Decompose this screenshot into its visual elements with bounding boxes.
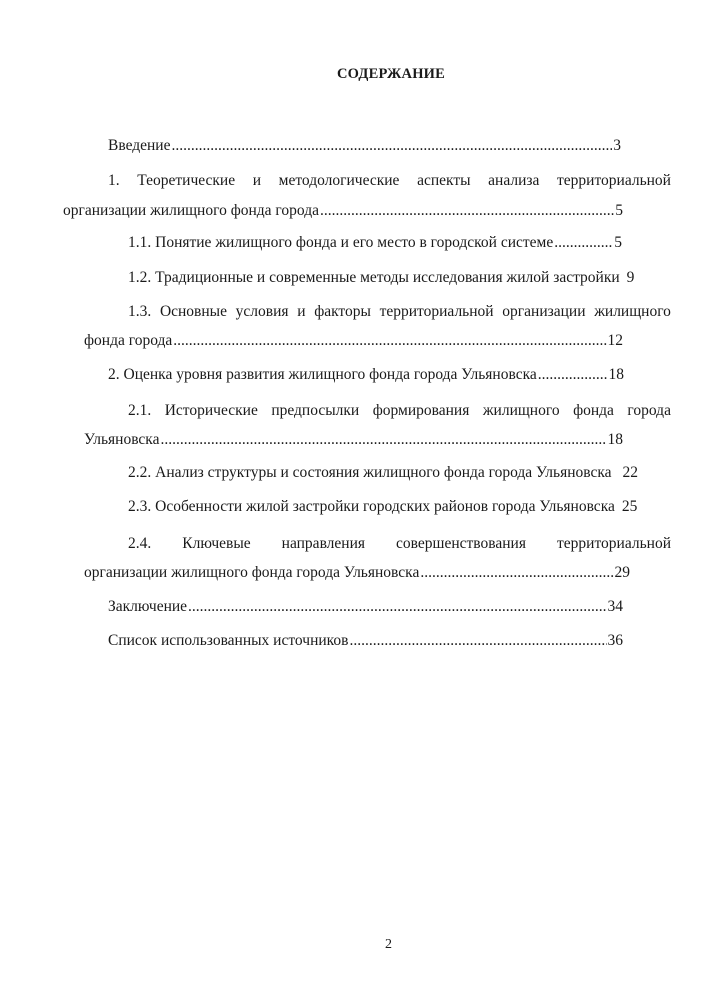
toc-entry-page: 18 (608, 366, 624, 383)
word: формирования (372, 402, 470, 419)
toc-entry-text: организации жилищного фонда города Ульяновска (84, 564, 420, 581)
toc-entry-text: 2. Оценка уровня развития жилищного фонда города Ульяновска (108, 366, 537, 383)
dot-leader (349, 630, 606, 652)
toc-entry-introduction (108, 135, 621, 157)
word: 1. (108, 172, 120, 189)
toc-entry-text: организации жилищного фонда города (63, 202, 319, 219)
toc-entry-text: фонда города (84, 332, 173, 349)
dot-leader (538, 364, 608, 386)
word: и (252, 172, 262, 189)
toc-entry-page: 34 (607, 598, 623, 615)
word: совершенствования (396, 535, 526, 552)
word: города (627, 402, 671, 419)
toc-entry-page: 9 (626, 269, 635, 286)
word: анализа (488, 172, 540, 189)
toc-entry-text: Список использованных источников (108, 632, 349, 649)
toc-entry-section-2-4-line-1 (128, 533, 671, 555)
dot-leader (161, 429, 607, 451)
word: Теоретические (137, 172, 236, 189)
dot-leader (173, 330, 606, 352)
word: условия (235, 303, 289, 320)
word: жилищного (594, 303, 671, 320)
word: направления (281, 535, 366, 552)
word: 1.3. (128, 303, 152, 320)
toc-entry-sources (108, 630, 623, 652)
toc-entry-page: 12 (607, 332, 623, 349)
word: организации (502, 303, 586, 320)
toc-entry-text: 1.1. Понятие жилищного фонда и его место в городской системе (128, 234, 554, 251)
dot-leader (420, 562, 613, 584)
toc-entry-section-2-2 (128, 462, 673, 484)
toc-entry-conclusion (108, 596, 623, 618)
word: территориальной (379, 303, 494, 320)
page-number: 2 (385, 937, 392, 952)
toc-entry-section-1-2 (128, 267, 673, 289)
word: факторы (314, 303, 371, 320)
toc-entry-chapter-1-line-1 (108, 170, 671, 192)
toc-entry-page: 29 (614, 564, 630, 581)
toc-entry-chapter-2 (108, 364, 624, 386)
word: Исторические (164, 402, 258, 419)
dot-leader (188, 596, 606, 618)
toc-entry-text: Заключение (108, 598, 188, 615)
word: методологические (278, 172, 400, 189)
toc-entry-section-2-4-line-2 (84, 562, 630, 584)
word: и (297, 303, 306, 320)
toc-entry-text: 2.2. Анализ структуры и состояния жилищного фонда города Ульяновска (128, 464, 612, 481)
toc-entry-page: 3 (613, 137, 621, 154)
toc-entry-section-1-3-line-1 (128, 301, 671, 323)
toc-entry-page: 25 (621, 498, 638, 515)
toc-entry-section-1-1 (128, 232, 622, 254)
toc-entry-section-2-3 (128, 496, 673, 518)
word: аспекты (417, 172, 471, 189)
word: жилищного (482, 402, 560, 419)
dot-leader (320, 200, 614, 222)
dot-leader (171, 135, 612, 157)
toc-entry-section-1-3-line-2 (84, 330, 623, 352)
toc-entry-text: 2.3. Особенности жилой застройки городских районов города Ульяновска (128, 498, 615, 515)
word: предпосылки (271, 402, 360, 419)
word: 2.1. (128, 402, 152, 419)
word: Основные (159, 303, 227, 320)
toc-entry-chapter-1-line-2 (63, 200, 623, 222)
toc-entry-page: 18 (607, 431, 623, 448)
toc-entry-page: 22 (622, 464, 639, 481)
word: 2.4. (128, 535, 152, 552)
toc-entry-section-2-1-line-2 (84, 429, 623, 451)
toc-entry-text: 1.2. Традиционные и современные методы исследования жилой застройки (128, 269, 620, 286)
toc-entry-page: 5 (614, 234, 622, 251)
toc-title: СОДЕРЖАНИЕ (336, 66, 446, 82)
word: фонда (573, 402, 614, 419)
dot-leader (554, 232, 613, 254)
toc-entry-page: 5 (615, 202, 623, 219)
toc-entry-text: Ульяновска (84, 431, 160, 448)
toc-entry-text: Введение (108, 137, 171, 154)
toc-entry-section-2-1-line-1 (128, 400, 671, 422)
word: территориальной (557, 172, 671, 189)
toc-entry-page: 36 (607, 632, 623, 649)
word: Ключевые (182, 535, 251, 552)
word: территориальной (557, 535, 671, 552)
